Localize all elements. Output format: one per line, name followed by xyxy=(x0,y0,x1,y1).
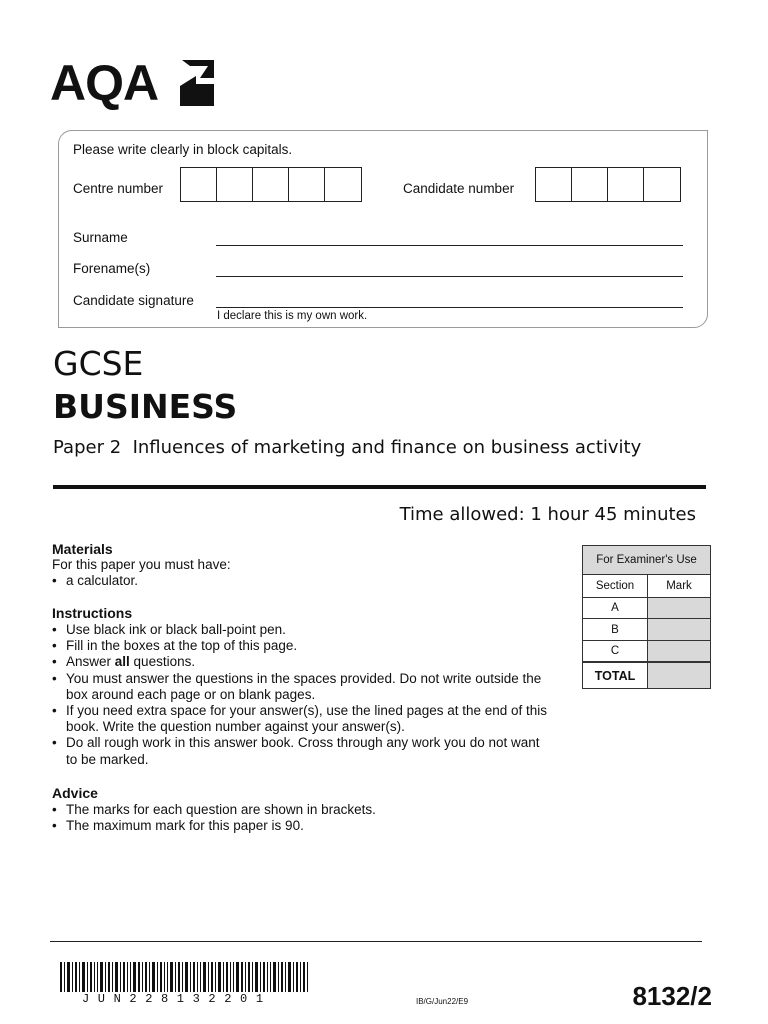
title-divider xyxy=(53,485,706,489)
paper-title: Paper 2 Influences of marketing and finance on business activity xyxy=(53,437,642,458)
mark-cell xyxy=(648,598,710,618)
time-allowed: Time allowed: 1 hour 45 minutes xyxy=(399,504,696,525)
block-capitals-instruction: Please write clearly in block capitals. xyxy=(73,142,293,157)
examiner-table-header-row xyxy=(583,575,710,598)
signature-label: Candidate signature xyxy=(73,293,194,308)
centre-number-cell[interactable] xyxy=(181,168,217,201)
aqa-logo-icon xyxy=(178,56,216,110)
surname-field[interactable] xyxy=(216,245,683,246)
list-item: • a calculator. xyxy=(52,573,552,589)
table-row xyxy=(583,619,710,641)
advice-heading: Advice xyxy=(52,785,98,801)
candidate-number-cell[interactable] xyxy=(536,168,572,201)
list-item: • Use black ink or black ball-point pen. xyxy=(52,622,552,638)
subject-title: BUSINESS xyxy=(53,387,238,426)
total-mark-cell xyxy=(648,663,710,688)
list-item: • Answer all questions. xyxy=(52,654,552,670)
barcode-number: JUN228132201 xyxy=(82,992,272,1006)
section-column-header: Section xyxy=(583,575,648,597)
mark-cell xyxy=(648,641,710,661)
materials-list xyxy=(52,573,552,589)
candidate-number-cell[interactable] xyxy=(608,168,644,201)
surname-label: Surname xyxy=(73,230,128,245)
list-item: • Do all rough work in this answer book. Cross through any work you do not want to be marked. xyxy=(52,735,552,767)
centre-number-cell[interactable] xyxy=(289,168,325,201)
total-label: TOTAL xyxy=(583,663,648,688)
list-item: • The marks for each question are shown in brackets. xyxy=(52,802,552,818)
candidate-number-cell[interactable] xyxy=(572,168,608,201)
examiner-use-table xyxy=(582,545,711,689)
forenames-field[interactable] xyxy=(216,276,683,277)
table-row xyxy=(583,641,710,662)
barcode-icon xyxy=(60,962,308,992)
section-label: C xyxy=(583,641,648,661)
centre-number-cell[interactable] xyxy=(325,168,361,201)
instructions-heading: Instructions xyxy=(52,605,133,621)
advice-list xyxy=(52,802,552,834)
candidate-number-boxes[interactable] xyxy=(535,167,681,202)
mark-column-header: Mark xyxy=(666,580,692,592)
section-label: B xyxy=(583,619,648,640)
centre-number-label: Centre number xyxy=(73,181,164,196)
list-item: • You must answer the questions in the spaces provided. Do not write outside the box around each page or on blank pages. xyxy=(52,671,552,703)
section-label: A xyxy=(583,598,648,618)
centre-number-boxes[interactable] xyxy=(180,167,362,202)
list-item: • Fill in the boxes at the top of this page. xyxy=(52,638,552,654)
instructions-list xyxy=(52,622,552,768)
instructions-section xyxy=(52,605,552,768)
centre-number-cell[interactable] xyxy=(253,168,289,201)
footer-divider xyxy=(50,941,702,942)
candidate-number-cell[interactable] xyxy=(644,168,680,201)
list-item: • The maximum mark for this paper is 90. xyxy=(52,818,552,834)
materials-section xyxy=(52,541,552,589)
centre-number-cell[interactable] xyxy=(217,168,253,201)
forenames-label: Forename(s) xyxy=(73,261,151,276)
signature-field[interactable] xyxy=(216,307,683,308)
total-row xyxy=(583,662,710,688)
table-row xyxy=(583,598,710,619)
examiner-table-title: For Examiner's Use xyxy=(583,546,710,575)
reference-code: IB/G/Jun22/E9 xyxy=(416,997,469,1006)
mark-cell xyxy=(648,619,710,640)
declaration-text: I declare this is my own work. xyxy=(217,310,368,322)
materials-heading: Materials xyxy=(52,541,113,557)
aqa-logo-text: AQA xyxy=(50,55,159,111)
advice-section xyxy=(52,785,552,834)
qualification-title: GCSE xyxy=(53,344,144,383)
list-item: • If you need extra space for your answer(s), use the lined pages at the end of this book. Write the question number against your answer(s). xyxy=(52,703,552,735)
paper-code: 8132/2 xyxy=(632,981,712,1011)
materials-intro: For this paper you must have: xyxy=(52,557,231,572)
candidate-number-label: Candidate number xyxy=(403,181,515,196)
